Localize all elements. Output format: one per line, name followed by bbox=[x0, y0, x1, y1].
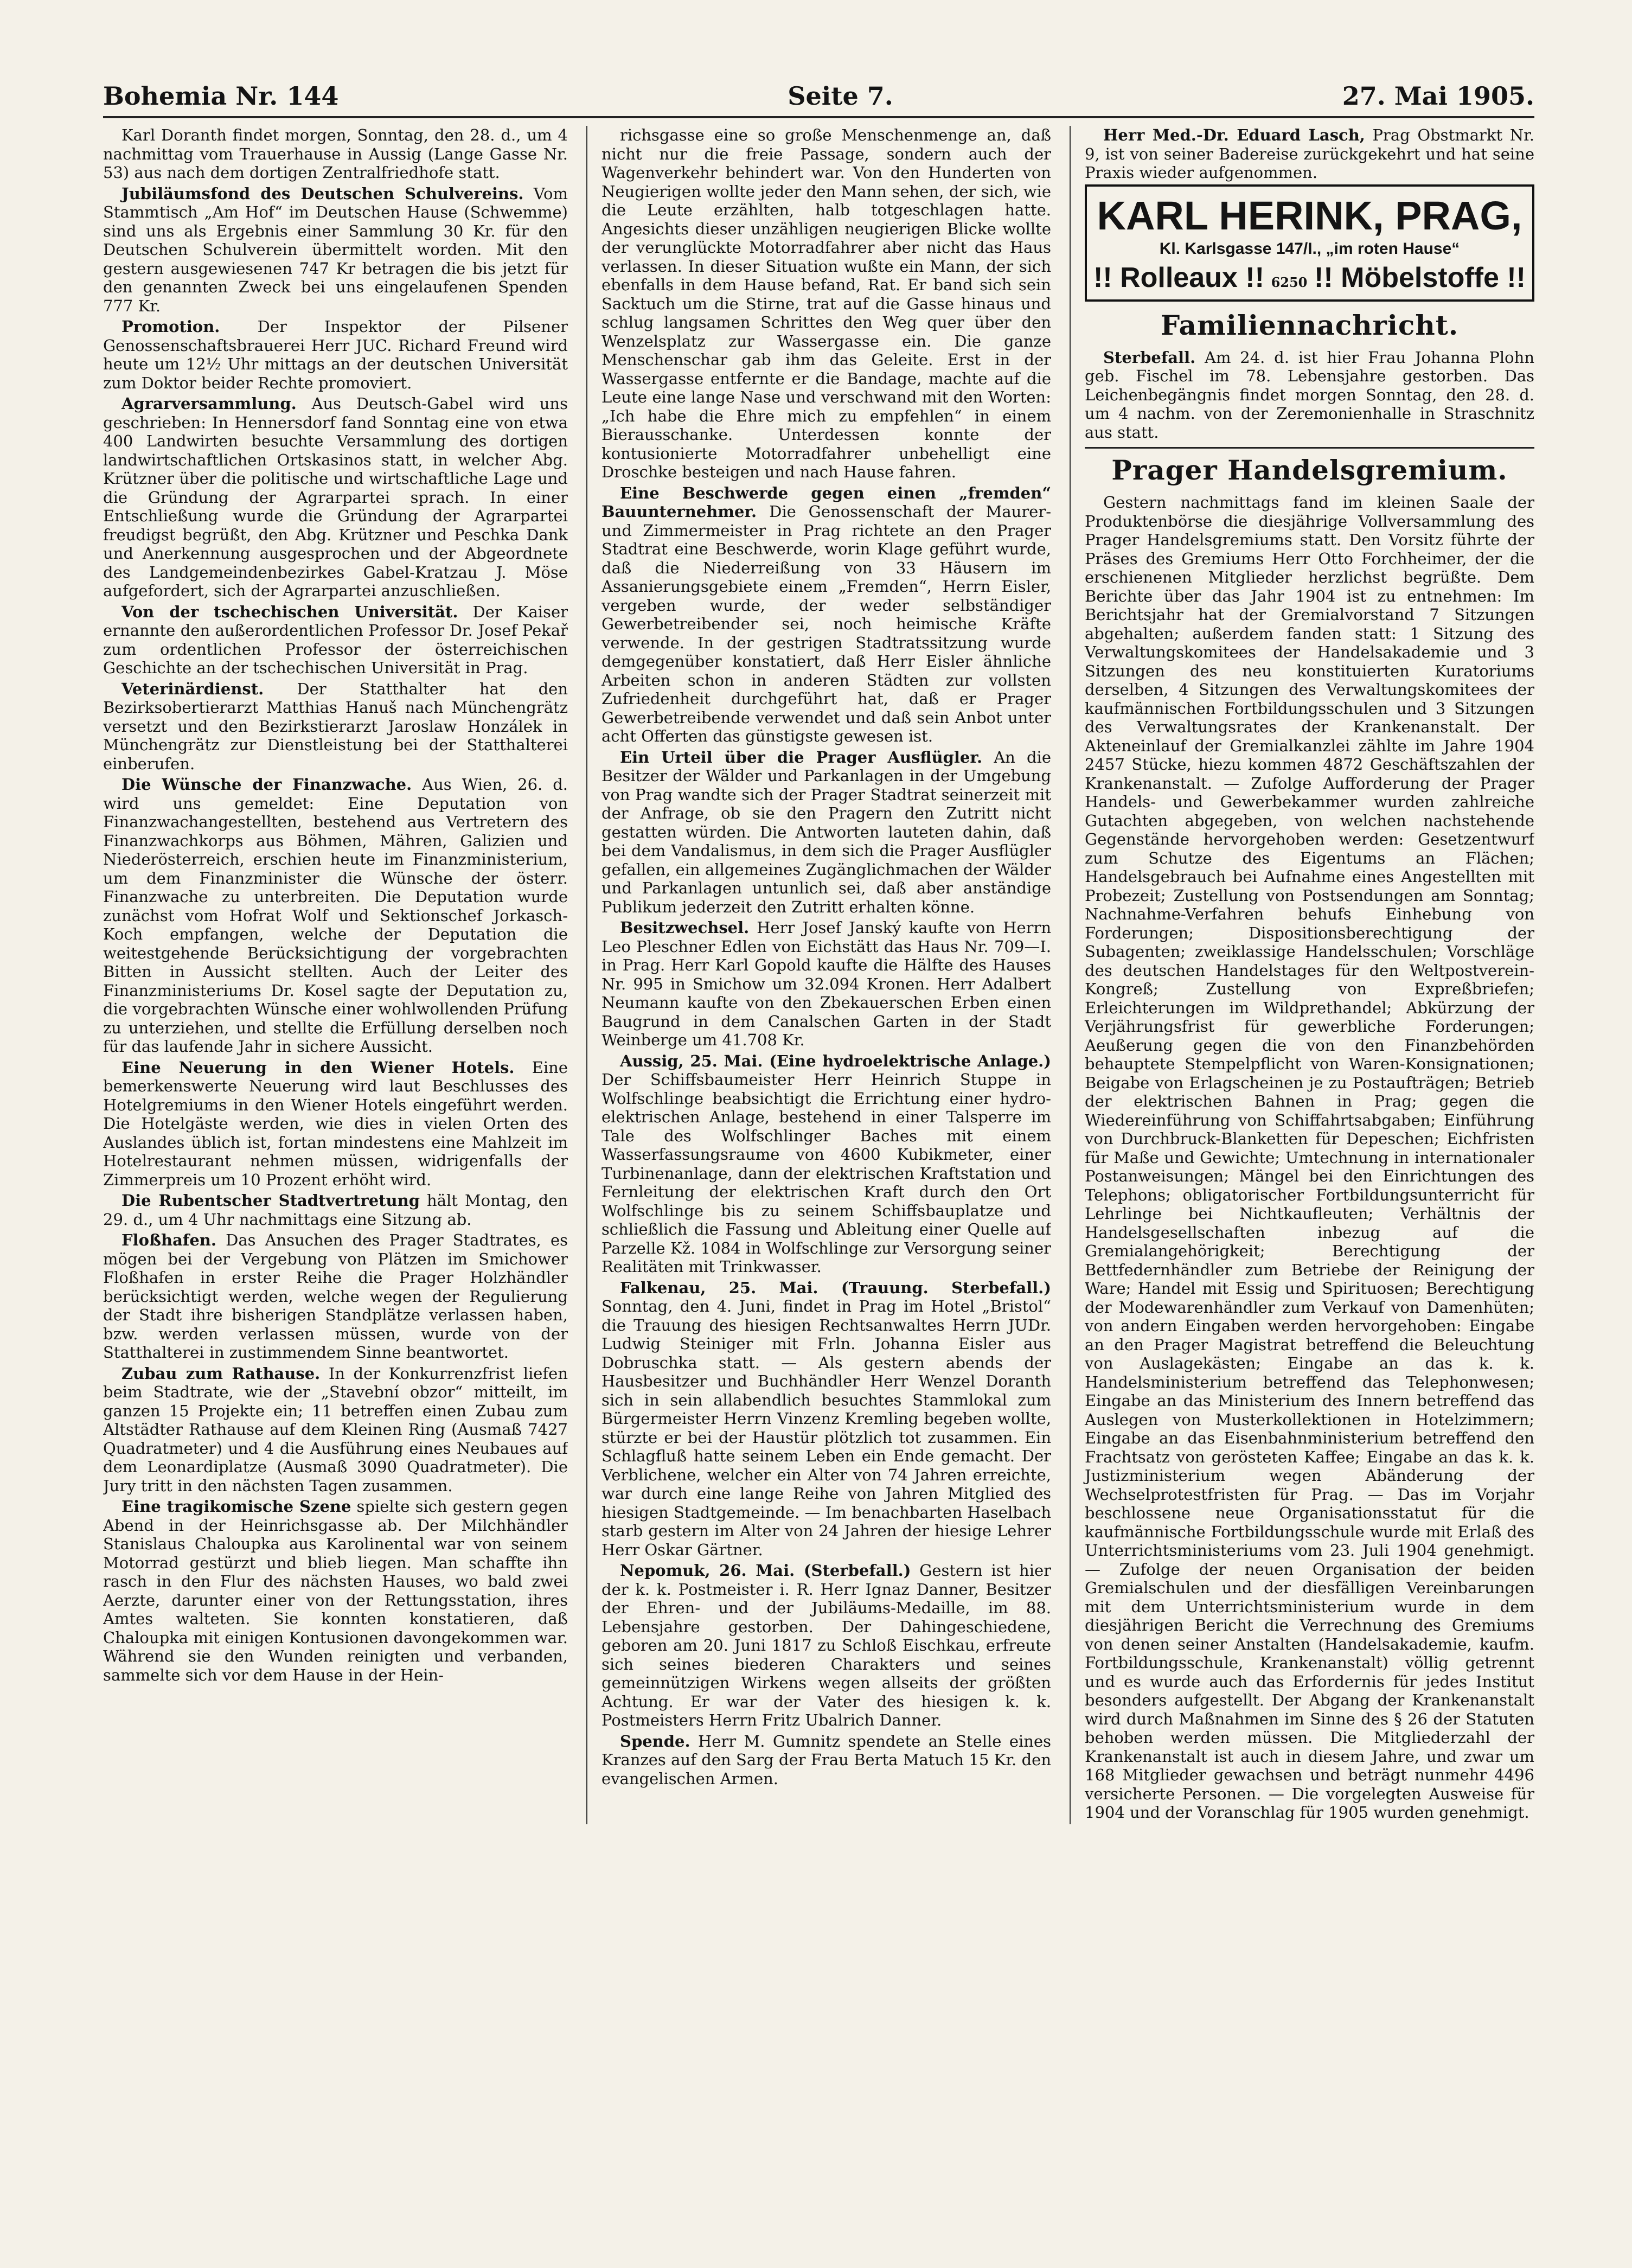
masthead-paper-issue: Bohemia Nr. 144 bbox=[103, 81, 339, 111]
article-text: Aus Deutsch-Gabel wird uns geschrieben: In Hennersdorf fand Sonntag eine von etwa 400 Landwirten besuchte Versammlung des dortigen landwirtschaftlichen Ortskasinos statt, in welcher Abg. Krützner über die politische und wirtschaftliche Lage und die Gründung der Agrarpartei sprach. In einer Entschließung wurde die Gründung der Agrarpartei freudigst begrüßt, den Abg. Krützner und Peschka Dank und Anerkennung ausgesprochen und der Abgeordnete des Landgemeindenbezirkes Gabel-Kratzau J. Möse aufgefordert, sich der Agrarpartei anzuschließen. bbox=[103, 394, 568, 600]
article-head: Die Wünsche der Finanzwache. bbox=[121, 775, 412, 794]
article bbox=[601, 1732, 1051, 1788]
family-section-title: Familiennachricht. bbox=[1160, 309, 1459, 341]
article-head: Promotion. bbox=[121, 317, 220, 336]
article-text: Eine bemerkenswerte Neuerung wird laut Beschlusses des Hotelgremiums in den Wiener Hotels eingeführt werden. Die Hotelgäste werden, wie dies in vielen Orten des Auslandes üblich ist, fortan mindestens eine Mahlzeit im Hotelrestaurant nehmen müssen, widrigenfalls der Zimmerpreis um 10 Prozent erhöht wird. bbox=[103, 1058, 568, 1189]
article-text: Der Inspektor der Pilsener Genossenschaftsbrauerei Herr JUC. Richard Freund wird heute um 12½ Uhr mittags an der deutschen Universität zum Doktor beider Rechte promoviert. bbox=[103, 317, 568, 392]
article-text: Gestern ist hier der k. k. Postmeister i. R. Herr Ignaz Danner, Besitzer der Ehren- und der Jubiläums-Medaille, im 88. Lebensjahre gestorben. Der Dahingeschiedene, geboren am 20. Juni 1817 zu Schloß Eischkau, erfreute sich seines biederen Charakters und seines gemeinnützigen Wirkens wegen allseits der größten Achtung. Er war der Vater des hiesigen k. k. Postmeisters Herrn Fritz Ubalrich Danner. bbox=[601, 1561, 1051, 1729]
article bbox=[601, 484, 1051, 746]
article bbox=[103, 1191, 568, 1229]
article-text: Prag Obstmarkt Nr. 9, ist von seiner Badereise zurückgekehrt und hat seine Praxis wieder aufgenommen. bbox=[1085, 126, 1534, 182]
article-gremium bbox=[1085, 493, 1534, 1822]
article bbox=[601, 126, 1051, 482]
ad-address: Kl. Karlsgasse 147/I., „im roten Hause“ bbox=[1159, 239, 1460, 258]
article bbox=[103, 680, 568, 774]
columns bbox=[103, 126, 1534, 1824]
ad-firm-name: KARL HERINK, PRAG, bbox=[1097, 193, 1522, 238]
ad-product-moebelstoffe: !! Möbelstoffe !! bbox=[1314, 261, 1526, 293]
article-head: Eine tragikomische Szene bbox=[121, 1497, 351, 1516]
gremium-section-title: Prager Handelsgremium. bbox=[1111, 454, 1508, 486]
article bbox=[103, 1058, 568, 1190]
column-3 bbox=[1070, 126, 1534, 1824]
article-text: Am 24. d. ist hier Frau Johanna Plohn geb. Fischel im 78. Lebensjahre gestorben. Das Leichenbegängnis findet morgen Sonntag, den 28. d. um 4 nachm. von der Zeremonienhalle in Straschnitz aus statt. bbox=[1085, 348, 1534, 442]
article-head: Zubau zum Rathause. bbox=[121, 1364, 321, 1383]
article bbox=[103, 1364, 568, 1496]
ad-products bbox=[1093, 261, 1526, 294]
article bbox=[103, 1497, 568, 1684]
article-text: Herr M. Gumnitz spendete an Stelle eines Kranzes auf den Sarg der Frau Berta Matuch 15 Kr. den evangelischen Armen. bbox=[601, 1732, 1051, 1788]
article-text: hält Montag, den 29. d., um 4 Uhr nachmittags eine Sitzung ab. bbox=[103, 1191, 568, 1229]
article-head: Von der tschechischen Universität. bbox=[121, 602, 458, 621]
article-head: Aussig, 25. Mai. (Eine hydroelektrische Anlage.) bbox=[620, 1051, 1051, 1070]
ad-code: 6250 bbox=[1271, 274, 1308, 290]
article-text: spielte sich gestern gegen Abend in der Heinrichsgasse ab. Der Milchhändler Stanislaus Chaloupka aus Karolinental war von seinem Motorrad gestürzt und blieb liegen. Man schaffte ihn rasch in den Flur des nächsten Hauses, wo bald zwei Aerzte, darunter einer von der Rettungsstation, ihres Amtes walteten. Sie konnten konstatieren, daß Chaloupka mit einigen Kontusionen davongekommen war. Während sie den Wunden reinigten und verbanden, sammelte sich vor dem Hause in der Hein- bbox=[103, 1497, 568, 1684]
column-1 bbox=[103, 126, 568, 1824]
article-text: Der Kaiser ernannte den außerordentlichen Professor Dr. Josef Pekař zum ordentlichen Professor der österreichischen Geschichte an der tschechischen Universität in Prag. bbox=[103, 602, 568, 677]
article bbox=[103, 184, 568, 316]
article bbox=[601, 1279, 1051, 1560]
article-head: Herr Med.-Dr. Eduard Lasch, bbox=[1103, 126, 1365, 144]
article-text: Karl Doranth findet morgen, Sonntag, den 28. d., um 4 nachmittag vom Trauerhause in Aussig (Lange Gasse Nr. 53) aus nach dem dortigen Zentralfriedhofe statt. bbox=[103, 126, 568, 182]
article-head: Agrarversammlung. bbox=[121, 394, 297, 413]
article-text: Herr Josef Janský kaufte von Herrn Leo Pleschner Edlen von Eichstätt das Haus Nr. 709—I. in Prag. Herr Karl Gopold kaufte die Hälfte des Hauses Nr. 995 in Smichow um 32.094 Kronen. Herr Adalbert Neumann kaufte von den Zbekauerschen Erben einen Baugrund in dem Canalschen Garten in der Stadt Weinberge um 41.708 Kr. bbox=[601, 918, 1051, 1049]
article-head: Besitzwechsel. bbox=[620, 918, 750, 937]
article-text: In der Konkurrenzfrist liefen beim Stadtrate, wie der „Stavební obzor“ mitteilt, im ganzen 15 Projekte ein; 11 betreffen einen Zubau zum Altstädter Rathause auf dem Kleinen Ring (Ausmaß 7427 Quadratmeter) und 4 die Ausführung eines Neubaues auf dem Leonardiplatze (Ausmaß 3090 Quadratmeter). Die Jury tritt in den nächsten Tagen zusammen. bbox=[103, 1364, 568, 1495]
article-sterbefall bbox=[1085, 348, 1534, 442]
article bbox=[601, 1052, 1051, 1276]
article-text: richsgasse eine so große Menschenmenge an, daß nicht nur die freie Passage, sondern auch der Wagenverkehr behindert war. Von den Hunderten von Neugierigen wollte jeder den Mann sehen, der sich, wie die Leute erzählten, halb totgeschlagen hatte. Angesichts dieser unzähligen neugierigen Blicke wollte der verunglückte Motorradfahrer aber nicht das Haus verlassen. In dieser Situation wußte ein Mann, der sich ebenfalls in dem Hause befand, Rat. Er band sich sein Sacktuch um die Stirne, trat auf die Gasse hinaus und schlug langsamen Schrittes den Weg quer über den Wenzelsplatz zur Wassergasse ein. Die ganze Menschenschar gab ihm das Geleite. Erst in der Wassergasse entfernte er die Bandage, machte auf die Leute eine lange Nase und verschwand mit den Worten: „Ich habe die Ehre mich zu empfehlen“ in einem Bierausschanke. Unterdessen konnte der kontusionierte Motorradfahrer unbehelligt eine Droschke besteigen und nach Hause fahren. bbox=[601, 126, 1051, 481]
article bbox=[103, 775, 568, 1056]
article-lasch bbox=[1085, 126, 1534, 182]
article-text: Vom Stammtisch „Am Hof“ im Deutschen Hause (Schwemme) sind uns als Ergebnis einer Sammlung 30 Kr. für den Deutschen Schulverein übermittelt worden. Mit den gestern ausgewiesenen 747 Kr betragen die bis jetzt für den genannten Zweck bei uns eingelaufenen Spenden 777 Kr. bbox=[103, 184, 568, 315]
divider bbox=[1085, 447, 1534, 449]
article-text: Der Statthalter hat den Bezirksobertierarzt Matthias Hanuš nach Münchengrätz versetzt und den Bezirkstierarzt Jaroslaw Honzálek in Münchengrätz zur Dienstleistung bei der Statthalterei einberufen. bbox=[103, 679, 568, 773]
article-text: Der Schiffsbaumeister Herr Heinrich Stuppe in Wolfschlinge beabsichtigt die Errichtung einer hydro-elektrischen Anlage, bestehend in einer Talsperre im Tale des Wolfschlinger Baches mit einem Wasserfassungsraume von 4600 Kubikmeter, einer Turbinenanlage, dann der elektrischen Kraftstation und Fernleitung der elektrischen Kraft durch den Ort Wolfschlinge bis zu seinem Schiffsbauplatze und schließlich die Fassung und Ableitung einer Quelle auf Parzelle Kž. 1084 in Wolfschlinge zur Versorgung seiner Realitäten mit Trinkwasser. bbox=[601, 1070, 1051, 1276]
article-text: Sonntag, den 4. Juni, findet in Prag im Hotel „Bristol“ die Trauung des hiesigen Rechtsanwaltes Herrn JUDr. Ludwig Steiniger mit Frln. Johanna Eisler aus Dobruschka statt. — Als gestern abends der Hausbesitzer und Buchhändler Herr Wenzel Doranth sich in sein allabendlich besuchtes Stammlokal zum Bürgermeister Herrn Vinzenz Kremling begeben wollte, stürzte er bei der Haustür plötzlich tot zusammen. Ein Schlagfluß hatte seinem Leben ein Ende gemacht. Der Verblichene, welcher ein Alter von 74 Jahren erreichte, war durch eine lange Reihe von Jahren Mitglied des hiesigen Stadtgemeinde. — Im benachbarten Haselbach starb gestern im Alter von 24 Jahren der hiesige Lehrer Herr Oskar Gärtner. bbox=[601, 1297, 1051, 1559]
article bbox=[103, 126, 568, 182]
article-head: Jubiläumsfond des Deutschen Schulvereins. bbox=[121, 184, 524, 203]
article bbox=[103, 394, 568, 600]
article-text: Das Ansuchen des Prager Stadtrates, es mögen bei der Vergebung von Plätzen im Smichower Floßhafen in erster Reihe die Prager Holzhändler berücksichtigt werden, welche wegen der Regulierung der Stadt ihre bisherigen Standplätze verlassen haben, bzw. werden verlassen müssen, wurde von der Statthalterei in zustimmendem Sinne beantwortet. bbox=[103, 1231, 568, 1362]
article bbox=[103, 317, 568, 392]
article bbox=[601, 1561, 1051, 1730]
article-head: Sterbefall. bbox=[1103, 348, 1196, 367]
article bbox=[103, 1231, 568, 1362]
ad-product-rolleaux: !! Rolleaux !! bbox=[1093, 261, 1264, 293]
masthead-page-number: Seite 7. bbox=[788, 81, 893, 111]
article-text: Gestern nachmittags fand im kleinen Saale der Produktenbörse die diesjährige Vollversammlung des Prager Handelsgremiums statt. Den Vorsitz führte der Präses des Gremiums Herr Otto Forchheimer, der die erschienenen Mitglieder herzlichst begrüßte. Dem Berichte über das Jahr 1904 ist zu entnehmen: Im Berichtsjahr hat der Gremialvorstand 7 Sitzungen abgehalten; außerdem fanden statt: 1 Sitzung des Verwaltungskomitees der Handelsakademie und 3 Sitzungen des neu konstituierten Kuratoriums derselben, 4 Sitzungen des Verwaltungskomitees der kaufmännischen Fortbildungsschulen und 3 Sitzungen des Verwaltungsrates der Krankenanstalt. Der Akteneinlauf der Gremialkanzlei zählte im Jahre 1904 2457 Stücke, hiezu kommen 4872 Geschäftszahlen der Krankenanstalt. — Zufolge Aufforderung der Prager Handels- und Gewerbekammer wurden zahlreiche Gutachten abgegeben, von welchen nachstehende Gegenstände hervorgehoben werden: Gesetzentwurf zum Schutze des Eigentums an Flächen; Handelsgebrauch bei Aufnahme eines Angestellten mit Probezeit; Zustellung von Postsendungen am Sonntag; Nachnahme-Verfahren behufs Einhebung von Forderungen; Dispositionsberechtigung der Subagenten; zweiklassige Handelsschulen; Vorschläge des deutschen Handelstages für den Weltpostverein-Kongreß; Zustellung von Expreßbriefen; Erleichterungen im Wildprethandel; Abkürzung der Verjährungsfrist für gewerbliche Forderungen; Aeußerung gegen die von den Finanzbehörden behauptete Stempelpflicht von Waren-Konsignationen; Beigabe von Erlagscheinen je zu Postaufträgen; Betrieb der elektrischen Bahnen in Prag; gegen die Wiedereinführung von Schiffahrtsabgaben; Einführung von Durchbruck-Blanketten für Depeschen; Eichfristen für Maße und Gewichte; Umtechnung in internationaler Postanweisungen; Mängel bei den Einrichtungen des Telephons; obligatorischer Fortbildungsunterricht für Lehrlinge bei Nichtkaufleuten; Verhältnis der Handelsgesellschaften inbezug auf die Gremialangehörigkeit; Berechtigung der Bettfedernhändler zum Betriebe der Reinigung der Ware; Handel mit Essig und Spirituosen; Berechtigung der Modewarenhändler zum Verkauf von Damenhüten; von andern Eingaben werden hervorgehoben: Eingabe an den Prager Magistrat betreffend die Beleuchtung von Auslagekästen; Eingabe an das k. k. Handelsministerium betreffend das Telephonwesen; Eingabe an das Ministerium des Innern betreffend das Auslegen von Musterkollektionen in Hotelzimmern; Eingabe an das Eisenbahnministerium betreffend den Frachtsatz von gerösteten Kaffee; Eingabe an das k. k. Justizministerium wegen Abänderung der Wechselprotestfristen für Prag. — Das im Vorjahr beschlossene neue Organisationsstatut für die kaufmännische Fortbildungsschule wurde mit Erlaß des Unterrichtsministeriums vom 23. Juli 1904 genehmigt. — Zufolge der neuen Organisation der beiden Gremialschulen und der diesfälligen Vereinbarungen mit dem Unterrichtsministerium wurde in dem diesjährigen Bericht die Verrechnung des Gremiums von denen seiner Anstalten (Handelsakademie, kaufm. Fortbildungsschule, Krankenanstalt) völlig getrennt und es wurde auch das Erfordernis für jedes Institut besonders aufgestellt. Der Abgang der Krankenanstalt wird durch Maßnahmen im Sinne des § 26 der Statuten behoben werden müssen. Die Mitgliederzahl der Krankenanstalt ist auch in diesem Jahre, und zwar um 168 Mitglieder gewachsen und beträgt nunmehr 4496 versicherte Personen. — Die vorgelegten Ausweise für 1904 und der Voranschlag für 1905 wurden genehmigt. bbox=[1085, 493, 1534, 1822]
article-head: Ein Urteil über die Prager Ausflügler. bbox=[620, 748, 983, 766]
article bbox=[103, 603, 568, 678]
article-head: Spende. bbox=[620, 1732, 690, 1750]
herink-advertisement bbox=[1085, 184, 1534, 302]
column-2 bbox=[586, 126, 1051, 1824]
article bbox=[601, 748, 1051, 917]
masthead-date: 27. Mai 1905. bbox=[1342, 81, 1534, 111]
article-head: Die Rubentscher Stadtvertretung bbox=[121, 1191, 420, 1210]
article-head: Falkenau, 25. Mai. (Trauung. Sterbefall.) bbox=[620, 1278, 1051, 1297]
article-text: Die Genossenschaft der Maurer- und Zimmermeister in Prag richtete an den Prager Stadtrat eine Beschwerde, worin Klage geführt wurde, daß die Niederreißung von 33 Häusern im Assanierungsgebiete einem „Fremden“, Herrn Eisler, vergeben wurde, der weder selbständiger Gewerbetreibender sei, noch heimische Kräfte verwende. In der gestrigen Stadtratssitzung wurde demgegenüber konstatiert, daß Herr Eisler ähnliche Arbeiten schon in anderen Städten zur vollsten Zufriedenheit durchgeführt hat, daß er Prager Gewerbetreibende verwendet und daß sein Anbot unter acht Offerten das günstigste gewesen ist. bbox=[601, 502, 1051, 745]
article-head: Nepomuk, 26. Mai. (Sterbefall.) bbox=[620, 1561, 911, 1580]
article-head: Eine Beschwerde gegen einen „fremden“ Bauunternehmer. bbox=[601, 483, 1051, 521]
article-text: Aus Wien, 26. d. wird uns gemeldet: Eine Deputation von Finanzwachangestellten, bestehend aus Vertretern des Finanzwachkorps aus Böhmen, Mähren, Galizien und Niederösterreich, erschien heute im Finanzministerium, um dem Finanzminister die Wünsche der österr. Finanzwache zu unterbreiten. Die Deputation wurde zunächst vom Hofrat Wolf und Sektionschef Jorkasch-Koch empfangen, welche der Deputation die weitestgehende Berücksichtigung der vorgebrachten Bitten in Aussicht stellten. Auch der Leiter des Finanzministeriums Dr. Kosel sagte der Deputation zu, die vorgebrachten Wünsche einer wohlwollenden Prüfung zu unterziehen, und stellte die Erfüllung derselben noch für das laufende Jahr in sichere Aussicht. bbox=[103, 775, 568, 1056]
article-head: Eine Neuerung in den Wiener Hotels. bbox=[121, 1058, 515, 1077]
article-head: Floßhafen. bbox=[121, 1231, 216, 1249]
article-text: An die Besitzer der Wälder und Parkanlagen in der Umgebung von Prag wandte sich der Prager Stadtrat seinerzeit mit der Anfrage, ob sie den Pragern den Zutritt nicht gestatten würden. Die Antworten lauteten dahin, daß bei dem Vandalismus, in dem sich die Prager Ausflügler gefallen, ein allgemeines Zugänglichmachen der Wälder und Parkanlagen untunlich sei, daß aber anständige Publikum jederzeit den Zutritt erhalten könne. bbox=[601, 748, 1051, 916]
article bbox=[601, 918, 1051, 1050]
masthead bbox=[103, 81, 1534, 118]
article-head: Veterinärdienst. bbox=[121, 679, 264, 698]
